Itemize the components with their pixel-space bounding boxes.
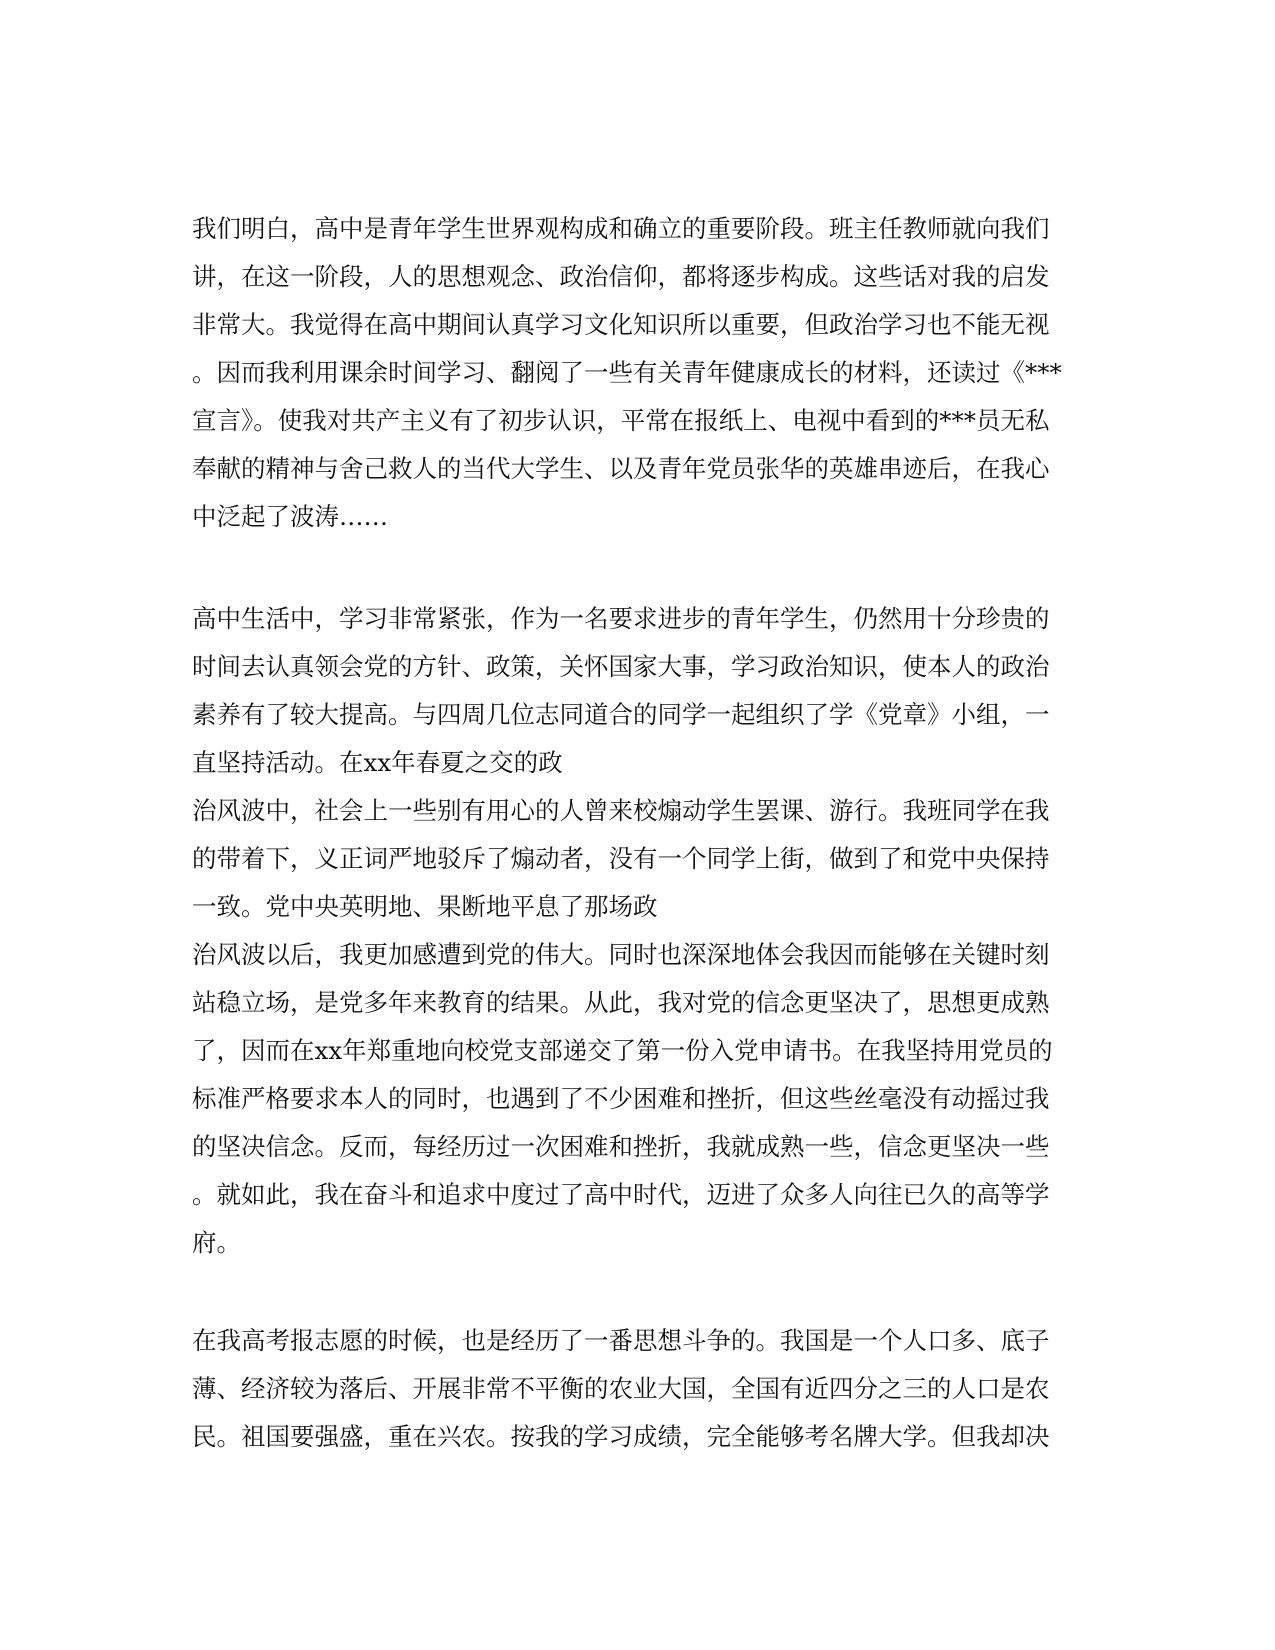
text-line: 。因而我利用课余时间学习、翻阅了一些有关青年健康成长的材料，还读过《*** <box>192 358 1062 387</box>
text-line: 宣言》。使我对共产主义有了初步认识，平常在报纸上、电视中看到的***员无私 <box>192 406 1050 435</box>
text-line: 一致。党中央英明地、果断地平息了那场政 <box>192 892 658 921</box>
text-line: 治风波中，社会上一些别有用心的人曾来校煽动学生罢课、游行。我班同学在我 <box>192 796 1050 825</box>
text-line: 时间去认真领会党的方针、政策，关怀国家大事，学习政治知识，使本人的政治 <box>192 652 1050 681</box>
text-line: 府。 <box>192 1228 241 1257</box>
text-line: 站稳立场，是党多年来教育的结果。从此，我对党的信念更坚决了，思想更成熟 <box>192 988 1050 1017</box>
text-line: 奉献的精神与舍己救人的当代大学生、以及青年党员张华的英雄串迹后，在我心 <box>192 454 1050 483</box>
text-line: 的带着下，义正词严地驳斥了煽动者，没有一个同学上街，做到了和党中央保持 <box>192 844 1050 873</box>
text-line: 我们明白，高中是青年学生世界观构成和确立的重要阶段。班主任教师就向我们 <box>192 214 1050 243</box>
text-line: 中泛起了波涛…… <box>192 502 388 531</box>
text-line: 。就如此，我在奋斗和追求中度过了高中时代，迈进了众多人向往已久的高等学 <box>192 1180 1050 1209</box>
text-line: 标准严格要求本人的同时，也遇到了不少困难和挫折，但这些丝毫没有动摇过我 <box>192 1084 1050 1113</box>
paragraph-1 <box>192 205 1072 541</box>
text-line: 高中生活中，学习非常紧张，作为一名要求进步的青年学生，仍然用十分珍贵的 <box>192 604 1050 633</box>
text-line: 民。祖国要强盛，重在兴农。按我的学习成绩，完全能够考名牌大学。但我却决 <box>192 1422 1050 1451</box>
text-line: 在我高考报志愿的时候，也是经历了一番思想斗争的。我国是一个人口多、底子 <box>192 1326 1050 1355</box>
text-line: 了，因而在xx年郑重地向校党支部递交了第一份入党申请书。在我坚持用党员的 <box>192 1036 1053 1065</box>
text-line: 素养有了较大提高。与四周几位志同道合的同学一起组织了学《党章》小组，一 <box>192 700 1050 729</box>
text-line: 非常大。我觉得在高中期间认真学习文化知识所以重要，但政治学习也不能无视 <box>192 310 1050 339</box>
text-line: 薄、经济较为落后、开展非常不平衡的农业大国，全国有近四分之三的人口是农 <box>192 1374 1050 1403</box>
text-line: 直坚持活动。在xx年春夏之交的政 <box>192 748 563 777</box>
paragraph-2 <box>192 595 1072 1267</box>
paragraph-3 <box>192 1317 1072 1461</box>
text-line: 治风波以后，我更加感遭到党的伟大。同时也深深地体会我因而能够在关键时刻 <box>192 940 1050 969</box>
text-line: 讲，在这一阶段，人的思想观念、政治信仰，都将逐步构成。这些话对我的启发 <box>192 262 1050 291</box>
text-line: 的坚决信念。反而，每经历过一次困难和挫折，我就成熟一些，信念更坚决一些 <box>192 1132 1050 1161</box>
